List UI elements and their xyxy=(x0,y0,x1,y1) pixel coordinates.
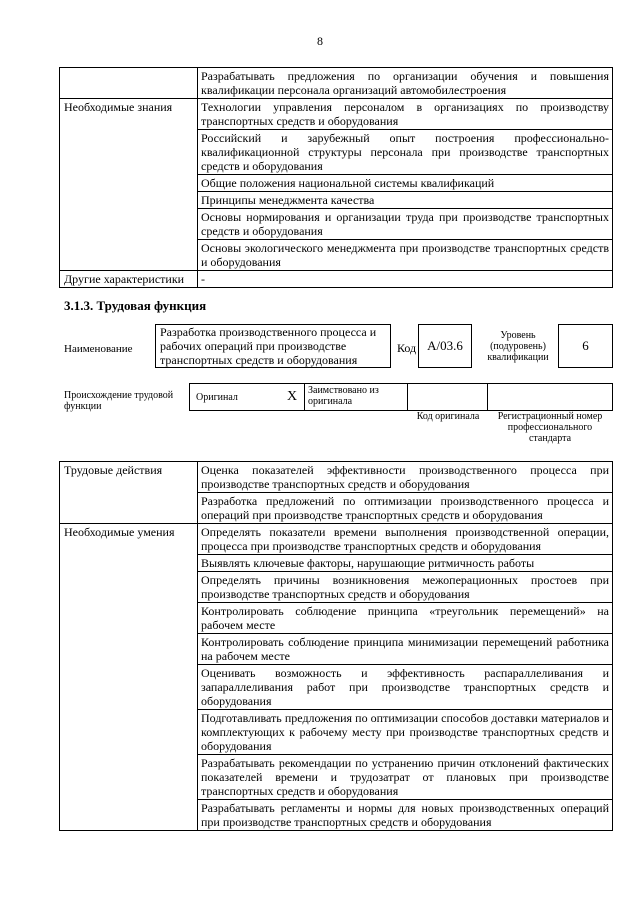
table-cell: Российский и зарубежный опыт построения профессионально-квалификационной структуры персонала при производстве транспортных средств и оборудования xyxy=(198,130,613,175)
registration-caption: Регистрационный номер профессионального стандарта xyxy=(497,411,603,444)
original-label: Оригинал xyxy=(196,392,238,403)
registration-number-cell xyxy=(487,383,613,411)
actions-skills-table xyxy=(59,461,613,831)
table-cell: Выявлять ключевые факторы, нарушающие ритмичность работы xyxy=(198,555,613,572)
knowledge-table xyxy=(59,67,613,288)
code-label: Код xyxy=(397,341,417,355)
original-mark: X xyxy=(287,389,298,404)
section-heading: 3.1.3. Трудовая функция xyxy=(64,298,207,313)
table-cell: Оценивать возможность и эффективность распараллеливания и запараллеливания работ при производстве транспортных средств и оборудования xyxy=(198,665,613,710)
table-cell: Разработка предложений по оптимизации производственного процесса и операций при производстве транспортных средств и оборудования xyxy=(198,493,613,524)
row-label xyxy=(60,68,198,99)
table-cell: Разрабатывать рекомендации по устранению причин отклонений фактических показателей времени и трудозатрат от плановых при производстве транспортных средств и оборудования xyxy=(198,755,613,800)
table-cell: Общие положения национальной системы квалификаций xyxy=(198,175,613,192)
row-label: Другие характеристики xyxy=(60,271,198,288)
borrowed-cell: Заимствовано из оригинала xyxy=(304,383,408,411)
table-row xyxy=(60,524,613,555)
table-cell: Контролировать соблюдение принципа минимизации перемещений работника на рабочем месте xyxy=(198,634,613,665)
table-row xyxy=(60,68,613,99)
level-value: 6 xyxy=(558,324,613,368)
table-cell: Разрабатывать регламенты и нормы для новых производственных операций при производстве транспортных средств и оборудования xyxy=(198,800,613,831)
page-number: 8 xyxy=(317,34,323,48)
function-name-box: Разработка производственного процесса и рабочих операций при производстве транспортных средств и оборудования xyxy=(155,324,391,368)
name-label: Наименование xyxy=(64,343,133,355)
table-cell: Основы экологического менеджмента при производстве транспортных средств и оборудования xyxy=(198,240,613,271)
level-label: Уровень (подуровень) квалификации xyxy=(487,330,549,363)
table-row xyxy=(60,462,613,493)
code-value: А/03.6 xyxy=(418,324,472,368)
original-code-caption: Код оригинала xyxy=(416,411,480,422)
table-row xyxy=(60,271,613,288)
origin-label: Происхождение трудовой функции xyxy=(64,390,174,412)
table-cell: Принципы менеджмента качества xyxy=(198,192,613,209)
row-label: Необходимые знания xyxy=(60,99,198,271)
table-row xyxy=(60,99,613,130)
table-cell: Оценка показателей эффективности производственного процесса при производстве транспортных средств и оборудования xyxy=(198,462,613,493)
table-cell: Разрабатывать предложения по организации обучения и повышения квалификации персонала организаций автомобилестроения xyxy=(198,68,613,99)
table-cell: Определять причины возникновения межоперационных простоев при производстве транспортных средств и оборудования xyxy=(198,572,613,603)
row-label: Необходимые умения xyxy=(60,524,198,831)
table-cell: Технологии управления персоналом в организациях по производству транспортных средств и оборудования xyxy=(198,99,613,130)
table-cell: Контролировать соблюдение принципа «треугольник перемещений» на рабочем месте xyxy=(198,603,613,634)
table-cell: - xyxy=(198,271,613,288)
original-code-cell xyxy=(407,383,488,411)
table-cell: Определять показатели времени выполнения производственной операции, процесса при производстве транспортных средств и оборудования xyxy=(198,524,613,555)
table-cell: Подготавливать предложения по оптимизации способов доставки материалов и комплектующих к рабочему месту при производстве транспортных средств и оборудования xyxy=(198,710,613,755)
table-cell: Основы нормирования и организации труда при производстве транспортных средств и оборудования xyxy=(198,209,613,240)
original-cell xyxy=(189,383,305,411)
row-label: Трудовые действия xyxy=(60,462,198,524)
